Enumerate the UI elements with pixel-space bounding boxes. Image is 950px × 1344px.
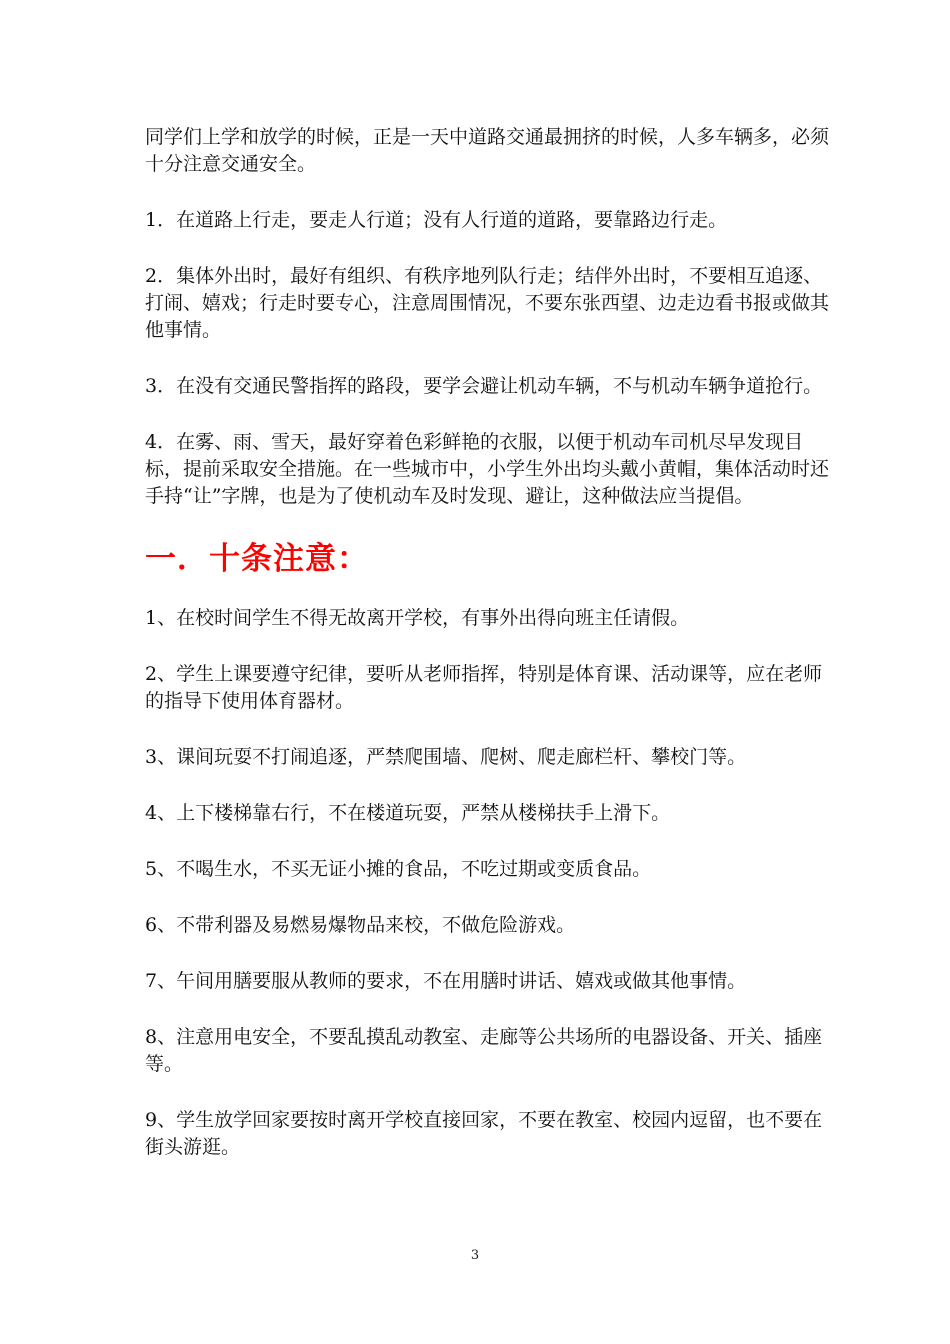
ten-rule-7: 7、午间用膳要服从教师的要求，不在用膳时讲话、嬉戏或做其他事情。 <box>145 970 747 992</box>
ten-rule-6: 6、不带利器及易燃易爆物品来校，不做危险游戏。 <box>145 914 576 936</box>
ten-rule-5: 5、不喝生水，不买无证小摊的食品，不吃过期或变质食品。 <box>145 858 652 880</box>
section-heading: 一．十条注意： <box>145 541 369 577</box>
page-number: 3 <box>470 1248 480 1263</box>
traffic-rule-4: 4．在雾、雨、雪天，最好穿着色彩鲜艳的衣服，以便于机动车司机尽早发现目标，提前采取安全措施。在一些城市中，小学生外出均头戴小黄帽，集体活动时还手持“让”字牌，也是为了使机动车及时发现、避让，这种做法应当提倡。 <box>145 431 830 507</box>
page-content <box>145 124 830 1190</box>
ten-rule-3: 3、课间玩耍不打闹追逐，严禁爬围墙、爬树、爬走廊栏杆、攀校门等。 <box>145 746 747 768</box>
ten-rule-8: 8、注意用电安全，不要乱摸乱动教室、走廊等公共场所的电器设备、开关、插座等。 <box>145 1026 823 1075</box>
ten-rule-9: 9、学生放学回家要按时离开学校直接回家，不要在教室、校园内逗留，也不要在街头游逛。 <box>145 1109 823 1158</box>
ten-rule-1: 1、在校时间学生不得无故离开学校，有事外出得向班主任请假。 <box>145 607 690 629</box>
ten-rule-2: 2、学生上课要遵守纪律，要听从老师指挥，特别是体育课、活动课等，应在老师的指导下使用体育器材。 <box>145 663 823 712</box>
ten-rule-4: 4、上下楼梯靠右行，不在楼道玩耍，严禁从楼梯扶手上滑下。 <box>145 802 671 824</box>
traffic-rule-3: 3．在没有交通民警指挥的路段，要学会避让机动车辆，不与机动车辆争道抢行。 <box>145 375 823 397</box>
traffic-rule-2: 2．集体外出时，最好有组织、有秩序地列队行走；结伴外出时，不要相互追逐、打闹、嬉戏；行走时要专心，注意周围情况，不要东张西望、边走边看书报或做其他事情。 <box>145 265 830 341</box>
traffic-rule-1: 1．在道路上行走，要走人行道；没有人行道的道路，要靠路边行走。 <box>145 209 728 231</box>
intro-paragraph: 同学们上学和放学的时候，正是一天中道路交通最拥挤的时候，人多车辆多，必须十分注意交通安全。 <box>145 126 830 175</box>
